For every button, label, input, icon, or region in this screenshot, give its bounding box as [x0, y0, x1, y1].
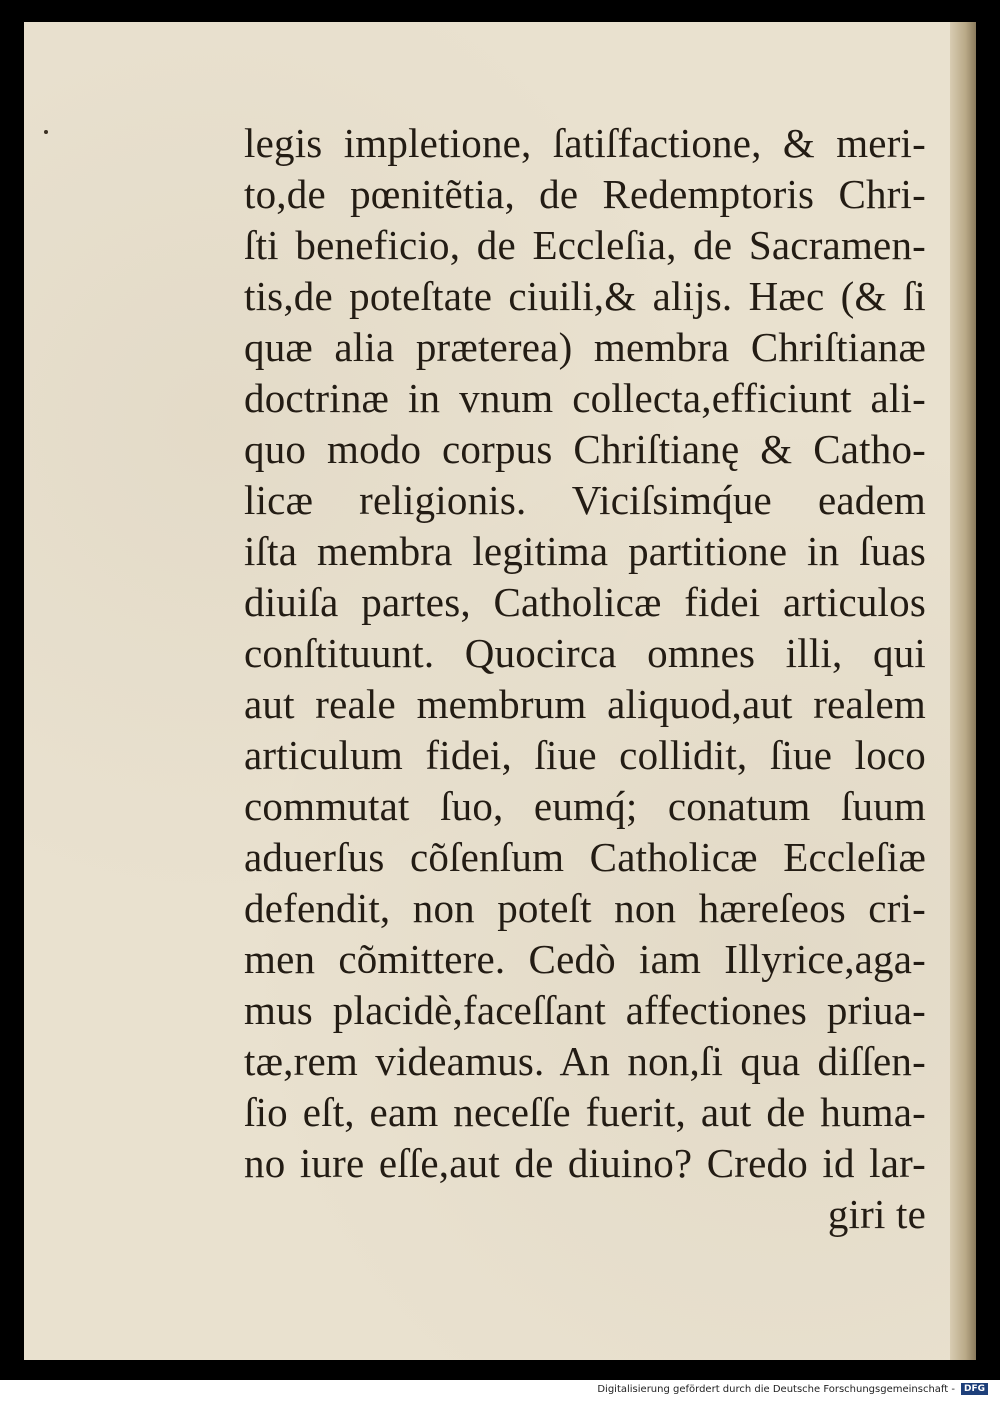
text-line: articulum fidei, ſiue collidit, ſiue loco	[244, 732, 926, 778]
text-line: iſta membra legitima partitione in ſuas	[244, 528, 926, 574]
text-line: doctrinæ in vnum collecta,efficiunt ali-	[244, 375, 926, 421]
margin-mark	[44, 130, 48, 134]
page-text	[244, 118, 926, 1240]
text-line: licæ religionis. Viciſsimq́ue eadem	[244, 477, 926, 523]
text-line: no iure eſſe,aut de diuino? Credo id lar-	[244, 1140, 926, 1186]
book-page	[24, 22, 976, 1360]
text-line: diuiſa partes, Catholicæ fidei articulos	[244, 579, 926, 625]
text-line: commutat ſuo, eumq́; conatum ſuum	[244, 783, 926, 829]
text-line: mus placidè,faceſſant affectiones priua-	[244, 987, 926, 1033]
text-line: aut reale membrum aliquod,aut realem	[244, 681, 926, 727]
dfg-logo-icon: DFG	[961, 1383, 988, 1395]
text-line: conſtituunt. Quocirca omnes illi, qui	[244, 630, 926, 676]
footer-text: Digitalisierung gefördert durch die Deutsche Forschungsgemeinschaft -	[597, 1383, 955, 1395]
text-line: to,de pœnitẽtia, de Redemptoris Chri-	[244, 171, 926, 217]
text-line: ſti beneficio, de Eccleſia, de Sacramen-	[244, 222, 926, 268]
text-line: tis,de poteſtate ciuili,& alijs. Hæc (& ſi	[244, 273, 926, 319]
page-edge	[950, 22, 976, 1360]
text-line: quo modo corpus Chriſtianę & Catho-	[244, 426, 926, 472]
text-line-last: giri te	[827, 1191, 926, 1237]
text-line: men cõmittere. Cedò iam Illyrice,aga-	[244, 936, 926, 982]
text-line: defendit, non poteſt non hæreſeos cri-	[244, 885, 926, 931]
text-line: aduerſus cõſenſum Catholicæ Eccleſiæ	[244, 834, 926, 880]
footer-credit	[597, 1381, 988, 1397]
text-line: tæ,rem videamus. An non,ſi qua diſſen-	[244, 1038, 926, 1084]
text-line: quæ alia præterea) membra Chriſtianæ	[244, 324, 926, 370]
text-line: legis impletione, ſatiſfactione, & meri-	[244, 120, 926, 166]
text-line: ſio eſt, eam neceſſe fuerit, aut de huma-	[244, 1089, 926, 1135]
